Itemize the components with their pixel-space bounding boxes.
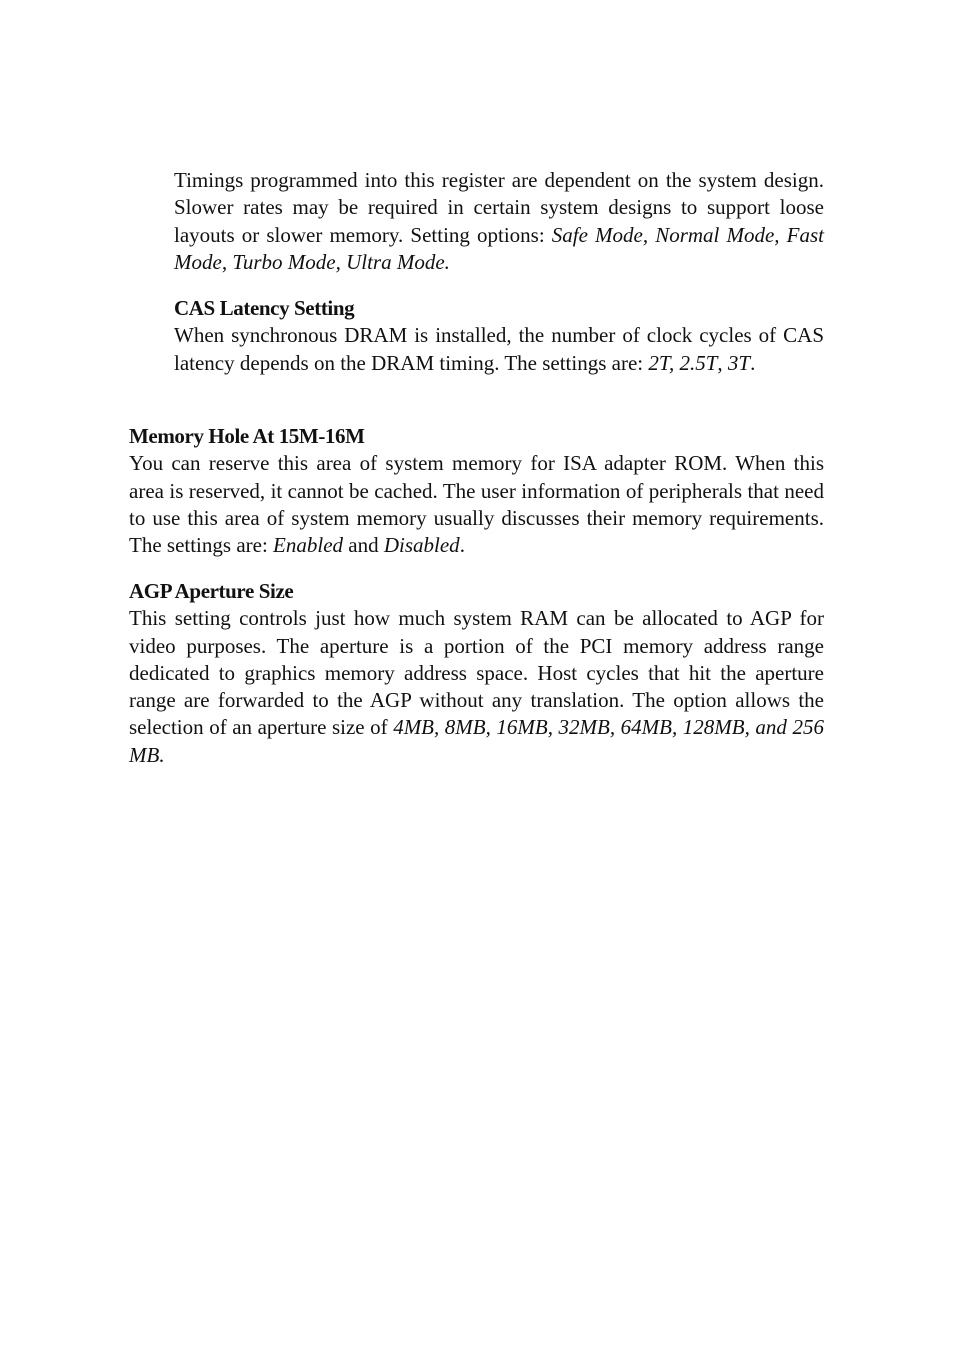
agp-aperture-paragraph [129,605,824,769]
cas-end: . [750,350,756,375]
memory-hole-heading: Memory Hole At 15M-16M [129,424,365,448]
agp-aperture-section [129,578,824,769]
intro-paragraph [174,167,824,276]
agp-aperture-text: This setting controls just how much system RAM can be allocated to AGP for video purposes. The aperture is a portion of the PCI memory address range dedicated to graphics memory address space. Host cycles that hit the aperture range are forwarded to the AGP without any translation. The option allows the selection of an aperture size of [129,606,824,740]
memory-hole-text: You can reserve this area of system memory for ISA adapter ROM. When this area is reserved, it cannot be cached. The user information of peripherals that need to use this area of system memory usually discusses their memory requirements. The settings are: [129,451,824,558]
agp-aperture-heading: AGP Aperture Size [129,579,294,603]
memory-hole-option-2: Disabled [383,533,460,558]
agp-aperture-options: 4MB, 8MB, 16MB, 32MB, 64MB, 128MB, and 256 MB. [129,715,824,767]
memory-hole-paragraph [129,450,824,559]
cas-option-1: 2T, 2.5T [648,350,718,375]
cas-latency-heading: CAS Latency Setting [174,296,355,320]
memory-hole-conj: and [343,533,384,558]
memory-hole-end: . [459,533,465,558]
cas-latency-paragraph [174,322,824,377]
intro-text: Timings programmed into this register are dependent on the system design. Slower rates may be required in certain system designs to support loose layouts or slower memory. Setting options: [174,168,824,247]
cas-latency-text: When synchronous DRAM is installed, the number of clock cycles of CAS latency depends on the DRAM timing. The settings are: [174,323,824,375]
intro-options: Safe Mode, Normal Mode, Fast Mode, Turbo Mode, Ultra Mode. [174,222,824,274]
memory-hole-option-1: Enabled [273,533,344,558]
cas-latency-section [174,295,824,377]
cas-separator: , [717,350,728,375]
cas-option-2: 3T [727,350,751,375]
memory-hole-section [129,423,824,559]
